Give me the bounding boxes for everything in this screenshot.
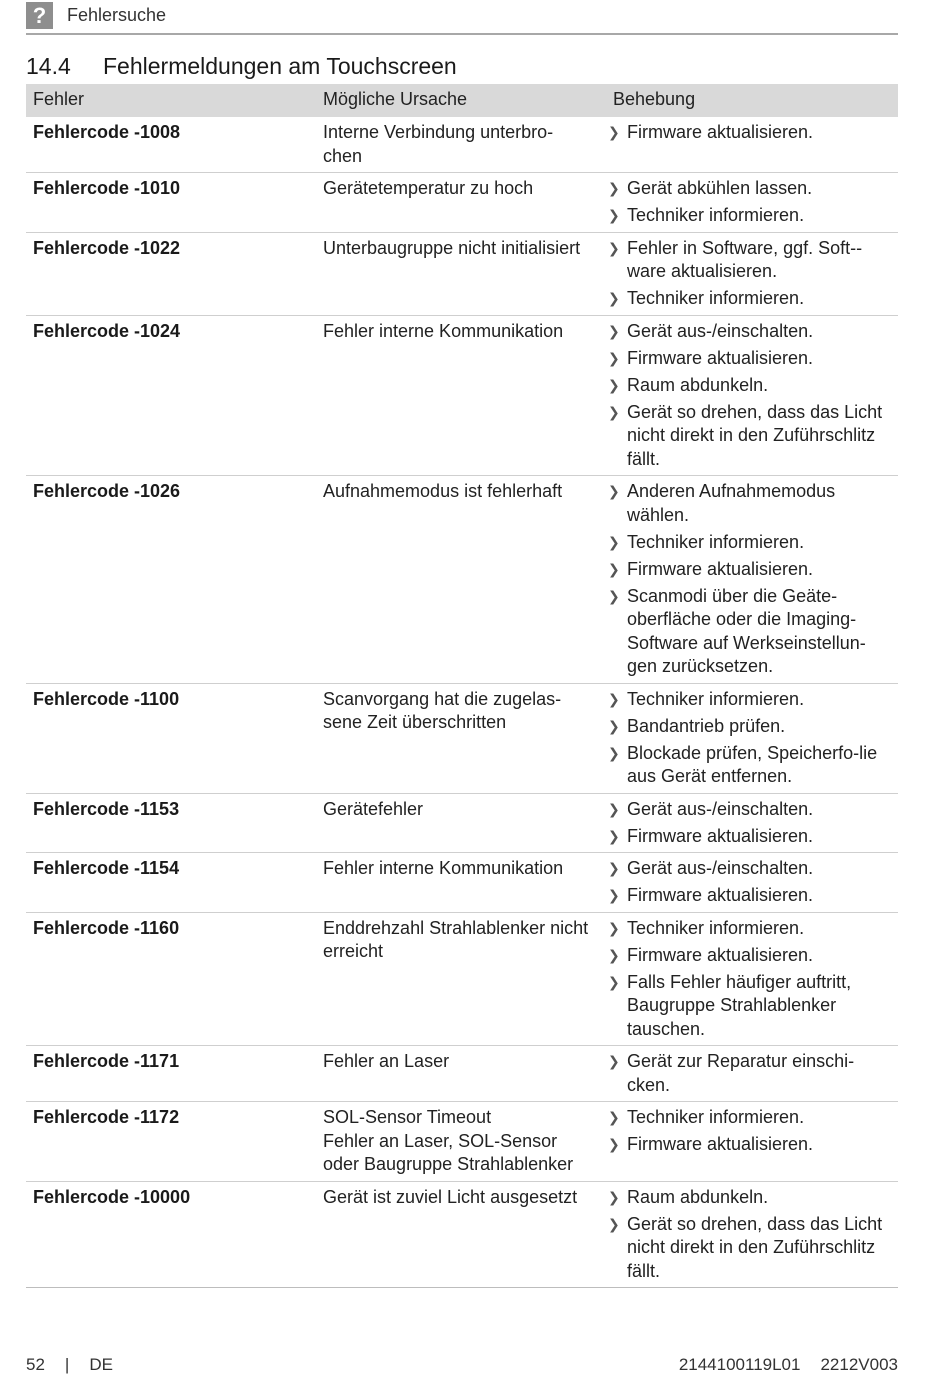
table-row [26, 117, 898, 173]
remedy-item [607, 480, 894, 527]
table-header-row [26, 84, 898, 117]
column-header-remedy: Behebung [606, 84, 898, 117]
section-title: Fehlermeldungen am Touchscreen [103, 53, 457, 79]
chevron-right-icon: ❯ [608, 207, 620, 223]
chevron-right-icon: ❯ [608, 483, 620, 499]
possible-cause: Scanvorgang hat die zugelas- sene Zeit überschritten [316, 683, 606, 793]
remedy-item [607, 884, 894, 908]
remedy-list [607, 857, 894, 908]
chevron-right-icon: ❯ [608, 827, 620, 844]
error-table [26, 84, 898, 1288]
chevron-right-icon: ❯ [608, 744, 620, 761]
possible-cause: Enddrehzahl Strahlablenker nicht erreicht [316, 912, 606, 1046]
page-number: 52 [26, 1355, 45, 1374]
remedy-list [607, 320, 894, 472]
chevron-right-icon: ❯ [608, 349, 620, 366]
chevron-right-icon: ❯ [608, 124, 620, 140]
possible-cause: Gerätetemperatur zu hoch [316, 173, 606, 233]
error-code: Fehlercode -1008 [26, 117, 316, 173]
remedy-text: Gerät aus-/einschalten. [627, 320, 814, 341]
remedy-text: Techniker informieren. [627, 1107, 805, 1127]
possible-cause: SOL-Sensor Timeout Fehler an Laser, SOL-Sensor oder Baugruppe Strahlablenker [316, 1102, 606, 1182]
remedy-item [607, 121, 894, 145]
remedy-item [607, 1050, 894, 1097]
possible-cause: Gerät ist zuviel Licht ausgesetzt [316, 1181, 606, 1288]
remedy-item [607, 798, 894, 822]
remedy-item [607, 857, 894, 881]
remedy-item [607, 1213, 894, 1284]
remedy-cell [606, 1102, 898, 1182]
remedy-text: Raum abdunkeln. [627, 374, 769, 395]
remedy-list [607, 1186, 894, 1284]
remedy-item [607, 320, 894, 344]
chevron-right-icon: ❯ [608, 1109, 620, 1125]
chevron-right-icon: ❯ [608, 290, 620, 306]
remedy-cell [606, 232, 898, 315]
remedy-text: Firmware aktualisieren. [627, 825, 814, 846]
chevron-right-icon: ❯ [608, 180, 620, 196]
remedy-cell [606, 173, 898, 233]
remedy-cell [606, 315, 898, 476]
table-row [26, 476, 898, 684]
chevron-right-icon: ❯ [608, 1053, 620, 1069]
chevron-right-icon: ❯ [608, 239, 620, 256]
remedy-text: Gerät zur Reparatur einschi-cken. [627, 1051, 855, 1095]
remedy-text: Techniker informieren. [627, 917, 805, 938]
error-code: Fehlercode -1153 [26, 793, 316, 853]
possible-cause: Gerätefehler [316, 793, 606, 853]
remedy-item [607, 558, 894, 582]
remedy-cell [606, 853, 898, 913]
chevron-right-icon: ❯ [608, 860, 620, 876]
remedy-list [607, 917, 894, 1042]
table-row [26, 912, 898, 1046]
remedy-text: Gerät so drehen, dass das Licht nicht direkt in den Zuführschlitz fällt. [627, 401, 883, 469]
error-code: Fehlercode -1154 [26, 853, 316, 913]
remedy-list [607, 1050, 894, 1097]
page-footer [26, 1353, 898, 1377]
remedy-cell [606, 476, 898, 684]
remedy-item [607, 374, 894, 398]
remedy-text: Gerät aus-/einschalten. [627, 858, 814, 878]
remedy-text: Techniker informieren. [627, 531, 805, 552]
table-row [26, 173, 898, 233]
table-row [26, 232, 898, 315]
table-row [26, 1102, 898, 1182]
possible-cause: Unterbaugruppe nicht initialisiert [316, 232, 606, 315]
remedy-text: Gerät so drehen, dass das Licht nicht direkt in den Zuführschlitz fällt. [627, 1213, 883, 1281]
remedy-text: Fehler in Software, ggf. Soft-ware aktualisieren. [627, 237, 863, 281]
question-mark-icon: ? [26, 2, 53, 29]
chevron-right-icon: ❯ [608, 887, 620, 903]
chevron-right-icon: ❯ [608, 1136, 620, 1152]
remedy-item [607, 347, 894, 371]
remedy-cell [606, 117, 898, 173]
error-code: Fehlercode -10000 [26, 1181, 316, 1288]
remedy-item [607, 204, 894, 228]
chevron-right-icon: ❯ [608, 376, 620, 393]
remedy-item [607, 401, 894, 472]
remedy-list [607, 121, 894, 145]
chevron-right-icon: ❯ [608, 533, 620, 550]
remedy-list [607, 237, 894, 311]
remedy-item [607, 531, 894, 555]
remedy-list [607, 688, 894, 789]
possible-cause: Fehler interne Kommunikation [316, 853, 606, 913]
table-row [26, 853, 898, 913]
remedy-text: Firmware aktualisieren. [627, 347, 814, 368]
page-header [26, 2, 898, 35]
column-header-error: Fehler [26, 84, 316, 117]
error-code: Fehlercode -1010 [26, 173, 316, 233]
remedy-item [607, 1133, 894, 1157]
error-code: Fehlercode -1022 [26, 232, 316, 315]
error-code: Fehlercode -1172 [26, 1102, 316, 1182]
remedy-text: Firmware aktualisieren. [627, 885, 814, 905]
header-title: Fehlersuche [67, 5, 167, 25]
possible-cause: Fehler an Laser [316, 1046, 606, 1102]
table-row [26, 793, 898, 853]
remedy-cell [606, 1046, 898, 1102]
remedy-item [607, 237, 894, 284]
remedy-text: Techniker informieren. [627, 288, 805, 308]
document-version: 2212V003 [820, 1355, 898, 1374]
chevron-right-icon: ❯ [608, 919, 620, 936]
chevron-right-icon: ❯ [608, 800, 620, 817]
possible-cause: Fehler interne Kommunikation [316, 315, 606, 476]
language-code: DE [89, 1355, 113, 1374]
possible-cause: Interne Verbindung unterbro- chen [316, 117, 606, 173]
remedy-cell [606, 1181, 898, 1288]
chevron-right-icon: ❯ [608, 717, 620, 734]
table-row [26, 1181, 898, 1288]
chevron-right-icon: ❯ [608, 690, 620, 707]
chevron-right-icon: ❯ [608, 403, 620, 420]
chevron-right-icon: ❯ [608, 587, 620, 604]
chevron-right-icon: ❯ [608, 1188, 620, 1205]
remedy-text: Anderen Aufnahmemodus wählen. [627, 481, 836, 525]
remedy-cell [606, 683, 898, 793]
remedy-item [607, 825, 894, 849]
remedy-text: Firmware aktualisieren. [627, 122, 814, 142]
remedy-text: Firmware aktualisieren. [627, 558, 814, 579]
chevron-right-icon: ❯ [608, 1215, 620, 1232]
section-heading [26, 51, 457, 81]
remedy-cell [606, 912, 898, 1046]
remedy-item [607, 585, 894, 679]
remedy-text: Gerät abkühlen lassen. [627, 178, 813, 198]
chevron-right-icon: ❯ [608, 560, 620, 577]
column-header-cause: Mögliche Ursache [316, 84, 606, 117]
remedy-text: Bandantrieb prüfen. [627, 715, 786, 736]
remedy-item [607, 177, 894, 201]
table-row [26, 1046, 898, 1102]
error-code: Fehlercode -1100 [26, 683, 316, 793]
remedy-item [607, 944, 894, 968]
remedy-item [607, 287, 894, 311]
remedy-item [607, 715, 894, 739]
chevron-right-icon: ❯ [608, 946, 620, 963]
remedy-text: Raum abdunkeln. [627, 1186, 769, 1207]
remedy-cell [606, 793, 898, 853]
remedy-item [607, 688, 894, 712]
remedy-text: Firmware aktualisieren. [627, 1134, 814, 1154]
chevron-right-icon: ❯ [608, 973, 620, 990]
remedy-item [607, 742, 894, 789]
section-number: 14.4 [26, 53, 71, 79]
remedy-list [607, 1106, 894, 1157]
table-row [26, 315, 898, 476]
remedy-text: Gerät aus-/einschalten. [627, 798, 814, 819]
remedy-text: Falls Fehler häufiger auftritt, Baugruppe Strahlablenker tauschen. [627, 971, 852, 1039]
table-row [26, 683, 898, 793]
remedy-list [607, 480, 894, 679]
remedy-item [607, 1186, 894, 1210]
remedy-text: Scanmodi über die Geäte-oberfläche oder die Imaging-Software auf Werkseinstellun-gen zurücksetzen. [627, 585, 866, 676]
error-code: Fehlercode -1024 [26, 315, 316, 476]
chevron-right-icon: ❯ [608, 322, 620, 339]
footer-separator: | [64, 1355, 70, 1374]
remedy-list [607, 798, 894, 849]
error-code: Fehlercode -1026 [26, 476, 316, 684]
remedy-text: Techniker informieren. [627, 205, 805, 225]
remedy-item [607, 1106, 894, 1130]
remedy-text: Firmware aktualisieren. [627, 944, 814, 965]
possible-cause: Aufnahmemodus ist fehlerhaft [316, 476, 606, 684]
error-code: Fehlercode -1160 [26, 912, 316, 1046]
remedy-text: Techniker informieren. [627, 688, 805, 709]
remedy-item [607, 917, 894, 941]
error-code: Fehlercode -1171 [26, 1046, 316, 1102]
document-number: 2144100119L01 [678, 1355, 801, 1374]
remedy-item [607, 971, 894, 1042]
remedy-text: Blockade prüfen, Speicherfo-lie aus Gerät entfernen. [627, 742, 878, 786]
remedy-list [607, 177, 894, 228]
